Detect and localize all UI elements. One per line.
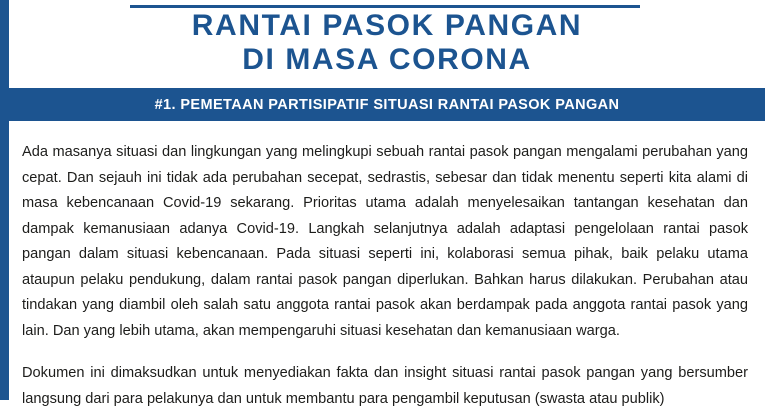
title-line-1: RANTAI PASOK PANGAN xyxy=(191,9,583,42)
section-banner-label: #1. PEMETAAN PARTISIPATIF SITUASI RANTAI PASOK PANGAN xyxy=(154,96,620,113)
paragraph-2: Dokumen ini dimaksudkan untuk menyediakan fakta dan insight situasi rantai pasok pangan yang bersumber langsung dari para pelakunya dan untuk membantu para pengambil keputusan (swasta atau publik) xyxy=(22,365,748,407)
title-line-2: DI MASA CORONA xyxy=(242,43,532,76)
body-text xyxy=(22,140,748,412)
section-banner xyxy=(9,88,765,121)
paragraph-1: Ada masanya situasi dan lingkungan yang melingkupi sebuah rantai pasok pangan mengalami perubahan yang cepat. Dan sejauh ini tidak ada perubahan secepat, sedrastis, sebesar dan tidak menentu seperti kita alami di masa kebencanaan Covid-19 sekarang. Prioritas utama adalah menyelesaikan tantangan kesehatan dan dampak kemanusiaan adanya Covid-19. Langkah selanjutnya adalah adaptasi pengelolaan rantai pasok pangan dalam situasi kebencanaan. Pada situasi seperti ini, kolaborasi semua pihak, baik pelaku utama ataupun pelaku pendukung, dalam rantai pasok pangan diperlukan. Bahkan harus dilakukan. Perubahan atau tindakan yang diambil oleh salah satu anggota rantai pasok akan berdampak pada anggota rantai pasok yang lain. Dan yang lebih utama, akan mempengaruhi situasi kesehatan dan kemanusiaan warga. xyxy=(22,144,748,339)
left-accent-bar xyxy=(0,0,9,400)
title-top-rule xyxy=(130,5,640,8)
document-title xyxy=(9,9,765,77)
